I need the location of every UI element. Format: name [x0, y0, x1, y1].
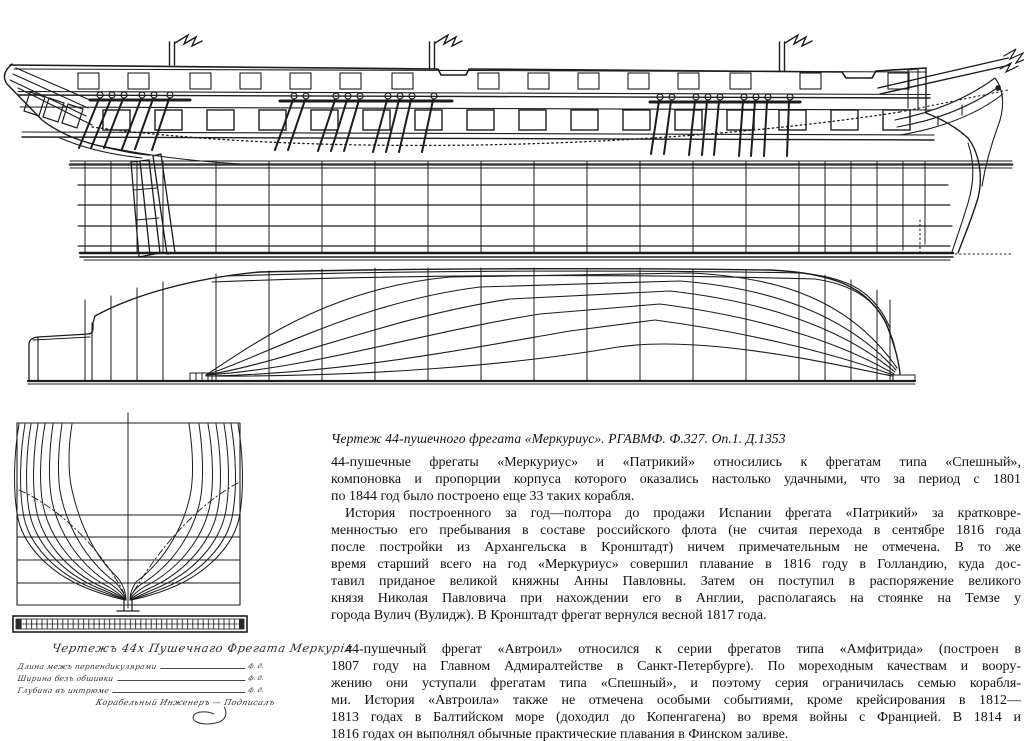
signature-line: Корабельный Инженеръ — Подписалъ	[94, 698, 276, 707]
stern-sections	[15, 424, 126, 600]
signature-flourish	[188, 705, 230, 727]
paragraph: История построенного за год—полтора до продажи Испании фрегата «Патрикий» за кратковре- менностью его пребывания в составе российского флота (не считая перехода в сентябре 1816 года после постройки из Архангельска в Кронштадт) ничем примечательным не отмечена. В то же время старший всего на год «Меркуриус» совершил плавание в 1816 году в Голландию, куда дос- тавил приданое великой княжны Анны Павловны. Затем он поступил в распоряжение великого князя Николая Павловича при нахождении его в Англии, располагаясь на стоянке на Темзе у города Вулич (Вулидж). В Кронштадт фрегат вернулся весной 1817 года.	[331, 506, 1021, 623]
sheer-plan	[5, 35, 1024, 260]
channels	[90, 100, 800, 102]
half-breadth-plan	[28, 268, 915, 384]
body-plan-drawing	[5, 408, 325, 643]
bow	[878, 49, 1024, 254]
dimension-row: Длина межъ перпендикулярами ф. д.	[16, 662, 265, 671]
hull-grid	[78, 161, 952, 253]
text-column	[331, 431, 1021, 741]
upper-deck-ports	[78, 73, 909, 89]
hb-waterlines	[206, 273, 897, 376]
dimension-row: Ширина безъ обшивки ф. д.	[16, 674, 265, 683]
leader-line	[117, 680, 245, 681]
leader-line	[113, 692, 245, 693]
figure-caption: Чертеж 44-пушечного фрегата «Меркуриус». РГАВМФ. Ф.327. Оп.1. Д.1353	[331, 431, 786, 446]
bow-sections	[130, 424, 242, 600]
title-block	[16, 641, 355, 707]
dimension-rows	[18, 659, 264, 695]
paragraph: 44-пушечные фрегаты «Меркуриус» и «Патрикий» относились к фрегатам типа «Спешный», компоновка и пропорции корпуса которого оказались настолько удачными, что за период с 1801 по 1844 год было построено еще 33 таких корабля.	[331, 455, 1021, 504]
leader-line	[160, 668, 245, 669]
drawing-title: Чертежъ 44х Пушечнаго Фрегата Меркурія	[50, 641, 355, 655]
sheer-and-halfbreadth-drawing	[0, 28, 1024, 400]
mast-stubs-and-flags	[170, 35, 813, 71]
scale-ruler	[13, 616, 247, 632]
dimension-row: Глубина въ интрюме ф. д.	[16, 686, 265, 695]
paragraph: 44-пушечный фрегат «Автроил» относился к серии фрегатов типа «Амфитрида» (построен в 1807 году на Главном Адмиралтействе в Санкт-Петербурге). По мореходным качествам и воору- жению они уступали фрегатам типа «Спешный», и поэтому серия ограничилась семью корабля- ми. История «Автроила» также не отмечена особыми событиями, кроме крейсирования в 1812— 1813 годах в Балтийском море (доходил до Копенгагена) во время войны с Францией. В 1814 и 1816 годах он выполнял обычные практические плавания в Финском заливе.	[331, 642, 1021, 741]
